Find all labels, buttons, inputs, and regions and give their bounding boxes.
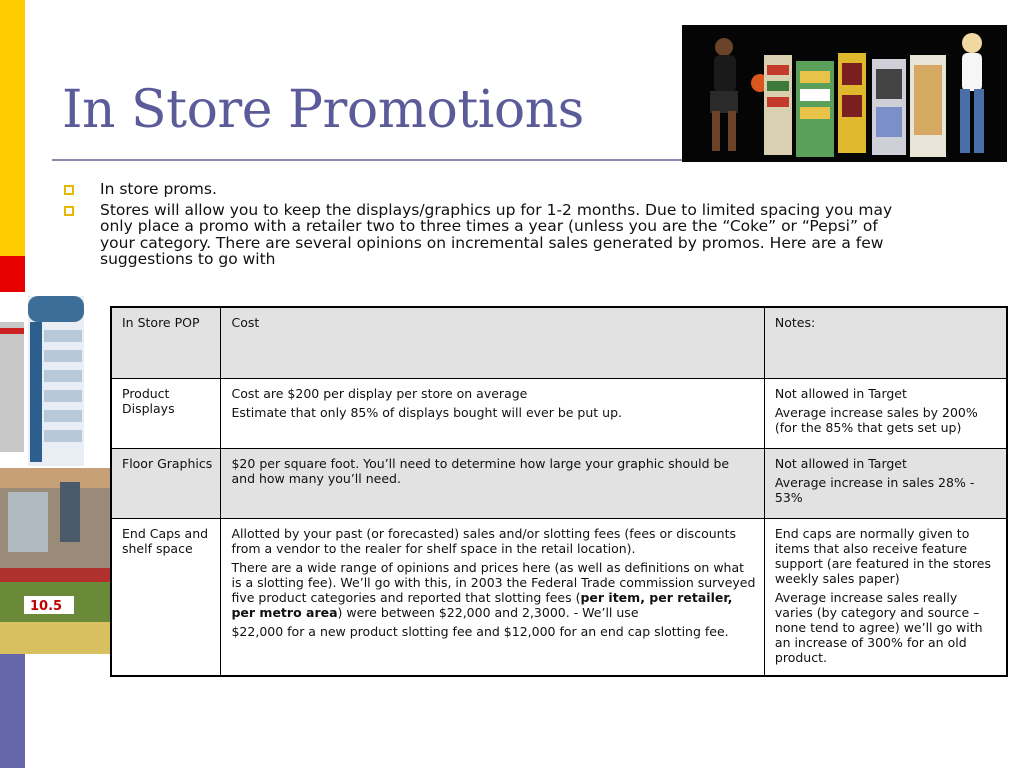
notes-cell <box>764 449 1007 519</box>
bullet-text: In store proms. <box>100 180 217 198</box>
table-row <box>111 379 1007 449</box>
promo-displays-photo <box>682 25 1007 162</box>
cost-cell <box>221 519 764 677</box>
row-label-cell: Floor Graphics <box>111 449 221 519</box>
cost-text: Estimate that only 85% of displays bought will ever be put up. <box>231 405 622 420</box>
cost-text-bold: per item, per retailer, per metro area <box>231 590 733 620</box>
in-store-pop-table <box>110 306 1008 677</box>
cost-text: Cost are $200 per display per store on average <box>231 386 528 401</box>
cost-text-part: ) were between $22,000 and 2,3000. - We’ll use <box>337 605 639 620</box>
notes-cell <box>764 379 1007 449</box>
bullet-text: Stores will allow you to keep the displays/graphics up for 1-2 months. Due to limited spacing you may only place a promo with a retailer two to three times a year (unless you are the “Coke” or “Pepsi” of your category. There are several opinions on incremental sales generated by promos. Here are a few suggestions to go with <box>100 200 893 268</box>
accent-bar-purple <box>0 650 25 768</box>
accent-bar-yellow <box>0 0 25 256</box>
table-row <box>111 449 1007 519</box>
notes-text: Average increase sales really varies (by category and source – none tend to agree) we’ll go with an increase of 300% for an old product. <box>774 590 983 665</box>
notes-text: Not allowed in Target <box>774 456 907 471</box>
notes-text: Not allowed in Target <box>774 386 907 401</box>
accent-bar-red <box>0 256 25 292</box>
store-display-collage <box>0 292 112 654</box>
table-row <box>111 519 1007 677</box>
table-header-row <box>111 307 1007 379</box>
cost-text-part: There are a wide range of opinions and prices here (as well as definitions on what is a slotting fee). We’ll go with this, in 2003 the Federal Trade commission surveyed five product categories and reported that slotting fees ( <box>231 560 756 605</box>
cost-text <box>231 560 755 620</box>
row-label-cell: End Caps and shelf space <box>111 519 221 677</box>
bullet-item <box>62 202 902 268</box>
cost-cell <box>221 379 764 449</box>
bullet-square-icon <box>64 206 74 216</box>
cost-cell <box>221 449 764 519</box>
cost-text: Allotted by your past (or forecasted) sales and/or slotting fees (fees or discounts from a vendor to the realer for shelf space in the retail location). <box>231 526 736 556</box>
notes-cell <box>764 519 1007 677</box>
slide-title: In Store Promotions <box>62 80 584 140</box>
bullet-square-icon <box>64 185 74 195</box>
bullet-list <box>62 181 902 272</box>
cost-text: $22,000 for a new product slotting fee and $12,000 for an end cap slotting fee. <box>231 624 729 639</box>
notes-text: Average increase sales by 200% (for the 85% that gets set up) <box>774 405 978 435</box>
cost-text: $20 per square foot. You’ll need to determine how large your graphic should be and how many you’ll need. <box>231 456 730 486</box>
notes-text: End caps are normally given to items that also receive feature support (are featured in the stores weekly sales paper) <box>774 526 991 586</box>
title-divider <box>52 159 690 161</box>
bullet-item <box>62 181 902 198</box>
notes-text: Average increase in sales 28% - 53% <box>774 475 975 505</box>
price-sign-text: 10.5 <box>30 599 63 614</box>
header-cell: Notes: <box>764 307 1007 379</box>
row-label-cell: Product Displays <box>111 379 221 449</box>
header-cell: In Store POP <box>111 307 221 379</box>
header-cell: Cost <box>221 307 764 379</box>
